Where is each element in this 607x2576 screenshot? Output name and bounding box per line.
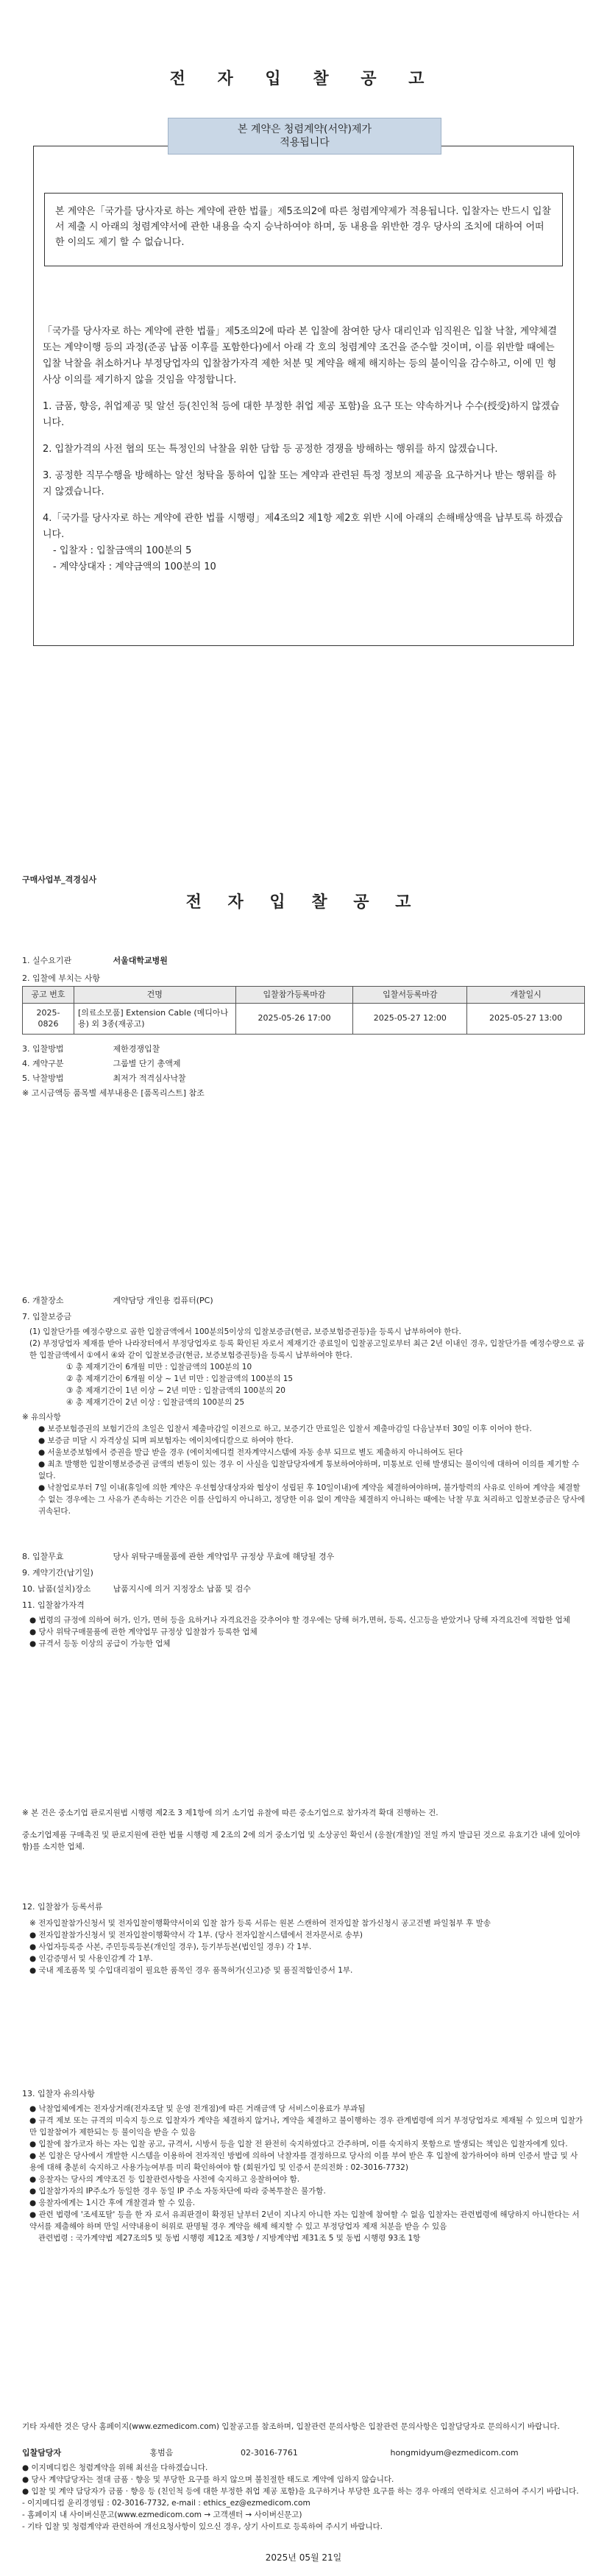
bidder-note: ● 낙찰업체에게는 전자상거래(전자조달 및 운영 전개점)에 따른 거래금액 당 서비스이용료가 부과됨 — [29, 2104, 366, 2113]
item-10 — [22, 1583, 251, 1595]
integrity-banner — [168, 118, 441, 155]
cell-registration-deadline: 2025-05-26 17:00 — [235, 1003, 353, 1034]
cell-bid-deadline: 2025-05-27 12:00 — [353, 1003, 467, 1034]
item-1-value: 서울대학교병원 — [113, 956, 168, 965]
col-header: 공고 번호 — [23, 987, 74, 1004]
clause-4: 4.「국가를 당사자로 하는 계약에 관한 법률 시행령」제4조의2 제1항 제2호 위반 시에 아래의 손해배상액을 납부토록 하겠습니다. — [43, 513, 564, 540]
integrity-clauses — [43, 324, 564, 575]
bidder-note: ● 응찰자는 당사의 계약조건 등 입찰관련사항을 사전에 숙지하고 응찰하여야 함. — [29, 2175, 300, 2184]
bidder-note: ● 관련 법령에 '조세포탈' 등을 한 자 로서 유죄판결이 확정된 날부터 2년이 지나지 아니한 자는 입찰에 참여할 수 없음 입찰자는 관련법령에 해당하지 아니한다는 서약서를 제출해야 하며 만일 서약내용이 허위로 판명될 경우 계약을 해제 해지할 수 있고 부정당업자 제재 처분을 받을 수 있음 — [29, 2210, 580, 2231]
sme-note: ※ 본 건은 중소기업 판로지원법 시행령 제2조 3 제1항에 의거 소기업 유찰에 따른 중소기업으로 참가자격 확대 진행하는 건. — [22, 1809, 439, 1817]
bid-table — [22, 986, 585, 1035]
footer-inquiry: 기타 자세한 것은 당사 홈페이지(www.ezmedicom.com) 입찰공고를 참조하며, 입찰관련 문의사항은 입찰관련 문의사항은 입찰담당자로 문의하시기 바랍니다. — [22, 2422, 560, 2431]
table-row — [23, 1003, 585, 1034]
documents-line: ● 인감증명서 및 사용인감계 각 1부. — [29, 1954, 153, 1963]
note-line: ● 최초 발행한 입찰이행보증증권 금액의 변동이 있는 경우 이 사실을 입찰담당자에게 통보하여야하며, 미통보로 인해 발생되는 불이익에 대하여 이의를 제기할 수 없다. — [38, 1460, 580, 1480]
contact-name: 홍범음 — [149, 2448, 174, 2458]
deposit-section — [22, 1326, 585, 1517]
footer-notes — [22, 2462, 585, 2533]
contact-email[interactable]: hongmidyum@ezmedicom.com — [390, 2448, 519, 2458]
integrity-inner-box: 본 계약은「국가를 당사자로 하는 계약에 관한 법률」제5조의2에 따른 청렴계약제가 적용됩니다. 입찰자는 반드시 입찰서 제출 시 아래의 청렴계약서에 관한 내용을 숙지 승낙하여야 하며, 동 내용을 위반한 경우 당사의 조치에 대하여 어떠한 이의도 제기 할 수 없습니다. — [44, 193, 563, 266]
bidder-note: ● 응찰자에게는 1시간 후에 개찰결과 할 수 있음. — [29, 2199, 196, 2207]
deposit-sub: ② 총 제재기간이 6개월 이상 ~ 1년 미만 : 입찰금액의 100분의 15 — [66, 1374, 294, 1383]
footer-note: - 기타 입찰 및 청렴계약과 관련하여 개선요청사항이 있으신 경우, 상기 사이트로 등록하여 주시기 바랍니다. — [22, 2522, 383, 2531]
contact-phone: 02-3016-7761 — [241, 2448, 298, 2458]
item-3-value: 제한경쟁입찰 — [113, 1044, 160, 1054]
item-1 — [22, 955, 168, 967]
cell-item-name[interactable]: [의료소모품] Extension Cable (메디아나용) 외 3종(재공고) — [74, 1003, 235, 1034]
clause-4-a: - 입찰자 : 입찰금액의 100분의 5 — [53, 545, 192, 556]
item-5-value: 최저가 적격심사낙찰 — [113, 1074, 186, 1083]
item-1-key: 1. 실수요기관 — [22, 956, 72, 965]
notice2-title: 전 자 입 찰 공 고 — [185, 893, 422, 912]
item-7: 7. 입찰보증금 — [22, 1312, 72, 1321]
bidder-note: ● 본 입찰은 당사에서 개발한 시스템을 이용하여 전자적인 방법에 의하여 낙찰자를 결정하므로 당사의 이를 부여 받은 후 입찰에 참가하여야 하며 인증서 발급 및 사용에 대해 충분히 숙지하고 사용가능여부를 미리 확인하여야 함 (회원가입 및 인증서 문의전화 : 02-3016-7732) — [29, 2151, 578, 2172]
item-6-value: 계약담당 개인용 컴퓨터(PC) — [113, 1296, 213, 1305]
item-3 — [22, 1043, 160, 1055]
qualification-line: ● 법령의 규정에 의하여 허가, 인가, 면허 등을 요하거나 자격요건을 갖추어야 할 경우에는 당해 허가,면허, 등록, 신고등을 받았거나 당해 자격요건에 적합한 업체 — [29, 1616, 570, 1625]
contact-row — [22, 2447, 519, 2459]
item-6 — [22, 1295, 213, 1307]
documents-line: ● 사업자등록증 사본, 주민등록등본(개인일 경우), 등기부등본(법인일 경우) 각 1부. — [29, 1942, 312, 1951]
notes-header: ※ 유의사항 — [22, 1413, 61, 1422]
clause-1: 1. 금품, 향응, 취업제공 및 알선 등(친인척 등에 대한 부정한 취업 제공 포함)을 요구 또는 약속하거나 수수(授受)하지 않겠습니다. — [43, 401, 560, 428]
footer-note: ● 당사 계약담당자는 절대 금품 · 향응 및 부당한 요구를 하지 않으며 불친절한 태도로 계약에 임하지 않습니다. — [22, 2475, 394, 2484]
cell-notice-number: 2025-0826 — [23, 1003, 74, 1034]
col-header: 건명 — [74, 987, 235, 1004]
documents-line: ● 전자입찰참가신청서 및 전자입찰이행확약서 각 1부. (당사 전자입찰시스템에서 전자문서로 송부) — [29, 1931, 363, 1940]
item-3-key: 3. 입찰방법 — [22, 1044, 64, 1054]
item-6-key: 6. 개찰장소 — [22, 1296, 64, 1305]
item-4-key: 4. 계약구분 — [22, 1059, 64, 1068]
item-10-key: 10. 납품(설치)장소 — [22, 1584, 91, 1594]
deposit-sub: ③ 총 제재기간이 1년 이상 ~ 2년 미만 : 입찰금액의 100분의 20 — [66, 1386, 285, 1395]
clause-4-b: - 계약상대자 : 계약금액의 100분의 10 — [53, 561, 216, 572]
item-5 — [22, 1073, 186, 1085]
banner-line-1: 본 계약은 청렴계약(서약)제가 — [237, 124, 372, 135]
bidder-note: ● 규격 제보 또는 규격의 미숙지 등으로 입찰자가 계약을 체결하지 않거나, 계약을 체결하고 불이행하는 경우 관계법령에 의거 부정당업자로 제재될 수 있으며 입찰가만 입찰참여가 제한되는 등 불이익을 받을 수 있음 — [29, 2116, 583, 2137]
item-9: 9. 계약기간(납기일) — [22, 1568, 93, 1578]
notice-title: 전 자 입 찰 공 고 — [169, 70, 438, 88]
qualification-line: ● 규격서 등동 이상의 공급이 가능한 업체 — [29, 1639, 171, 1648]
bidder-note: 관련법령 : 국가계약법 제27조의5 및 동법 시행령 제12조 제3항 / 지방계약법 제31조 5 및 동법 시행령 93조 1항 — [38, 2234, 421, 2243]
item-8 — [22, 1551, 334, 1563]
footer-note[interactable]: - 홈페이지 내 사이버신문고(www.ezmedicom.com → 고객센터 → 사이버신문고) — [22, 2511, 302, 2519]
qualification-line: ● 당사 위탁구매물품에 관한 계약업무 규정상 입찰참가 등록한 업체 — [29, 1628, 258, 1636]
bidder-note: ● 입찰참가자의 IP주소가 동일한 경우 동일 IP 주소 자동차단에 따라 중복투찰은 불가함. — [29, 2187, 326, 2196]
bid-table-header-row — [23, 987, 585, 1004]
sme-note-2: 중소기업제품 구매촉진 및 판로지원에 관한 법률 시행령 제 2조의 2에 의거 중소기업 및 소상공인 확인서 (응찰(개찰)일 전일 까지 발급된 것으로 유효기간 내에 있어야 함)를 소지한 업체. — [22, 1831, 581, 1851]
banner-line-2: 적용됩니다 — [280, 137, 330, 149]
col-header: 개찰일시 — [467, 987, 585, 1004]
item-13: 13. 입찰자 유의사항 — [22, 2089, 95, 2098]
bidder-notes-section — [22, 2103, 585, 2244]
department-header: 구매사업부_격경심사 — [22, 875, 97, 884]
note-line: ● 보증보험증권의 보험기간의 초일은 입찰서 제출마감일 이전으로 하고, 보증기간 만료일은 입찰서 제출마감일 다음날부터 30일 이후 이어야 한다. — [38, 1424, 532, 1433]
col-header: 입찰서등록마감 — [353, 987, 467, 1004]
col-header: 입찰참가등록마감 — [235, 987, 353, 1004]
contact-label: 입찰담당자 — [22, 2448, 62, 2458]
item-4-value: 그룹별 단기 총액제 — [113, 1059, 181, 1068]
footer-note[interactable]: - 이지메디컴 윤리경영팀 : 02-3016-7732, e-mail : ethics_ez@ezmedicom.com — [22, 2499, 310, 2508]
item-12: 12. 입찰참가 등록서류 — [22, 1902, 103, 1912]
note-line: ● 낙찰업로부터 7일 이내(휴일에 의한 계약은 우선협상대상자와 협상이 성립된 후 10일이내)에 계약을 체결하여야하며, 불가항력의 사유로 인하여 계약을 체결할 수 없는 경우에는 그 사유가 존속하는 기간은 이를 산입하지 아니하고, 정당한 이유 없이 계약을 체결하지 아니하는 때에는 낙찰 무효 처리하고 입찰보증금은 당사에 귀속된다. — [38, 1483, 585, 1516]
note-line: ● 서울보증보험에서 증권을 발급 받을 경우 (에이치에디컬 전자계약시스템에 자동 송부 되므로 별도 제출하지 아니하여도 된다 — [38, 1448, 464, 1457]
bidder-note: ● 입찰에 참가코자 하는 자는 입찰 공고, 규격서, 시방서 등을 입찰 전 완전히 숙지하였다고 간주하며, 이를 숙지하지 못함으로 발생되는 책임은 입찰자에게 있다. — [29, 2140, 568, 2149]
clause-3: 3. 공정한 직무수행을 방해하는 알선 청탁을 통하여 입찰 또는 계약과 관련된 특정 정보의 제공을 요구하거나 받는 행위를 하지 않겠습니다. — [43, 470, 556, 497]
item-10-value: 납품지시에 의거 지정장소 납품 및 검수 — [113, 1584, 251, 1594]
notice-date: 2025년 05월 21일 — [265, 2552, 342, 2563]
clause-2: 2. 입찰가격의 사전 협의 또는 특정인의 낙찰을 위한 담합 등 공정한 경쟁을 방해하는 행위를 하지 않겠습니다. — [43, 444, 498, 455]
deposit-line: (1) 입찰단가를 예정수량으로 곱한 입찰금액에서 100분의5이상의 입찰보증금(현금, 보증보험증권등)을 등록시 납부하여야 한다. — [29, 1327, 461, 1336]
documents-line: ※ 전자입찰참가신청서 및 전자입찰이행확약서이외 입찰 참가 등록 서류는 원본 스캔하여 전자입찰 참가신청시 공고건별 파일첨부 후 발송 — [29, 1919, 491, 1928]
documents-section — [22, 1917, 585, 1976]
footer-note: ● 입찰 및 계약 담당자가 금품 · 향응 등 (친인척 등에 대한 부정한 취업 제공 포함)을 요구하거나 부당한 요구를 하는 경우 아래의 연락처로 신고하여 주시기 바랍니다. — [22, 2487, 579, 2496]
cell-opening-date: 2025-05-27 13:00 — [467, 1003, 585, 1034]
deposit-line: (2) 부정당업자 제재를 받아 나라장터에서 부정당업자로 등록 확인된 자로서 제재기간 종료일이 입찰공고일로부터 최근 2년 이내인 경우, 입찰단가를 예정수량으로 곱한 입찰금액에서 ①에서 ④와 같이 입찰보증금(현금, 보증보험증권등)을 등록시 납부하여야 한다. — [29, 1339, 585, 1360]
note-line: ● 보증금 미달 시 자격상실 되며 피보험자는 에이치에디칼으로 하여야 한다. — [38, 1436, 294, 1445]
item-4 — [22, 1058, 181, 1070]
item-5-note: ※ 고시금액등 품목별 세부내용은 [품목리스트] 참조 — [22, 1088, 205, 1098]
item-11: 11. 입찰참가자격 — [22, 1600, 85, 1610]
item-5-key: 5. 낙찰방법 — [22, 1074, 64, 1083]
qualification-section — [22, 1614, 585, 1650]
documents-line: ● 국내 제조품목 및 수입대리점이 필요한 품목인 경우 품목허가(신고)증 및 품질적합인증서 1부. — [29, 1966, 353, 1975]
deposit-sub: ① 총 제재기간이 6개월 미만 : 입찰금액의 100분의 10 — [66, 1363, 252, 1372]
deposit-sub: ④ 총 제재기간이 2년 이상 : 입찰금액의 100분의 25 — [66, 1398, 245, 1407]
item-8-key: 8. 입찰무효 — [22, 1552, 64, 1561]
footer-note: ● 이지메디컴은 청렴계약을 위해 최선을 다하겠습니다. — [22, 2463, 208, 2472]
item-2: 2. 입찰에 부치는 사항 — [22, 973, 100, 983]
item-8-value: 당사 위탁구매물품에 관한 계약업무 규정상 무효에 해당될 경우 — [113, 1552, 335, 1561]
integrity-intro: 「국가를 당사자로 하는 계약에 관한 법률」제5조의2에 따라 본 입찰에 참여한 당사 대리인과 임직원은 입찰 낙찰, 계약체결 또는 계약이행 등의 과정(준공 납품 이후를 포함한다)에서 아래 각 호의 청렴계약 조건을 준수할 것이며, 이를 위반할 때에는 입찰 낙찰을 취소하거나 부정당업자의 입찰참가자격 제한 처분 및 계약을 해제 해지하는 등의 불이익을 감수하고, 이에 민 형사상 이의를 제기하지 않을 것임을 약정합니다. — [43, 326, 557, 386]
